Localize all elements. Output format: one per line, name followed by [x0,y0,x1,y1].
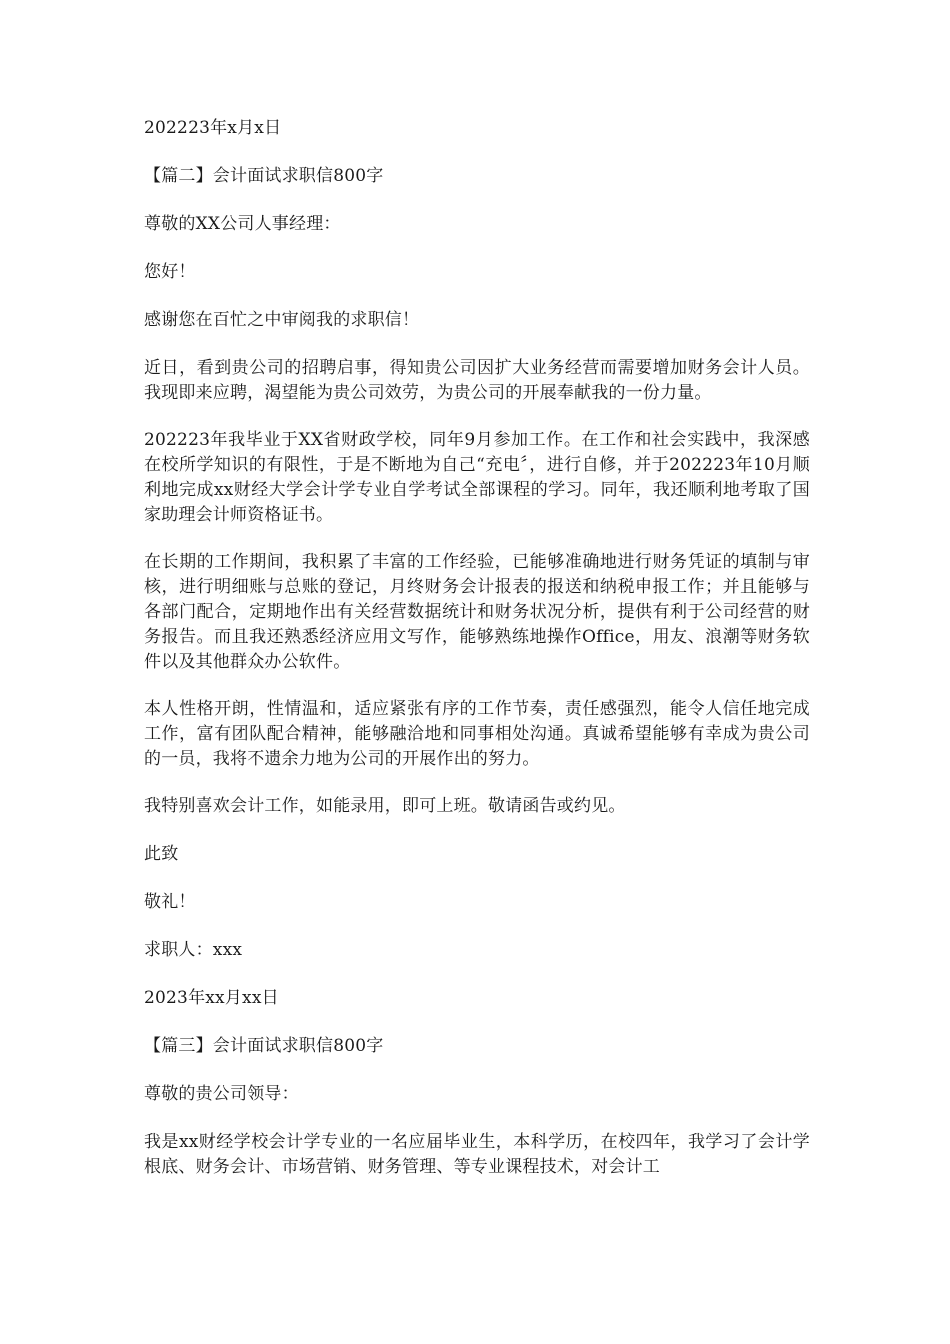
date-line: 202223年x月x日 [144,118,282,138]
greeting: 您好！ [144,262,196,282]
salutation: 尊敬的贵公司领导： [144,1084,299,1104]
section-heading-3: 【篇三】会计面试求职信800字 [144,1036,384,1056]
body-paragraph: 在长期的工作期间，我积累了丰富的工作经验，已能够准确地进行财务凭证的填制与审核，进行明细账与总账的登记，月终财务会计报表的报送和纳税申报工作；并且能够与各部门配合，定期地作出有关经营数据统计和财务状况分析，提供有利于公司经营的财务报告。而且我还熟悉经济应用文写作，能够熟练地操作Office，用友、浪潮等财务软件以及其他群众办公软件。 [144,552,810,672]
body-paragraph: 近日，看到贵公司的招聘启事，得知贵公司因扩大业务经营而需要增加财务会计人员。我现即来应聘，渴望能为贵公司效劳，为贵公司的开展奉献我的一份力量。 [144,358,810,403]
salutation: 尊敬的XX公司人事经理： [144,214,341,234]
body-paragraph: 202223年我毕业于XX省财政学校，同年9月参加工作。在工作和社会实践中，我深感在校所学知识的有限性，于是不断地为自己“充电〞，进行自修，并于202223年10月顺利地完成xx财经大学会计学专业自学考试全部课程的学习。同年，我还顺利地考取了国家助理会计师资格证书。 [144,430,810,525]
closing-line: 此致 [144,844,179,864]
thanks-line: 感谢您在百忙之中审阅我的求职信！ [144,310,420,330]
date-line: 2023年xx月xx日 [144,988,279,1008]
body-paragraph: 本人性格开朗，性情温和，适应紧张有序的工作节奏，责任感强烈，能令人信任地完成工作，富有团队配合精神，能够融洽地和同事相处沟通。真诚希望能够有幸成为贵公司的一员，我将不遗余力地为公司的开展作出的努力。 [144,699,810,769]
signature-line: 求职人：xxx [144,940,243,960]
body-paragraph: 我是xx财经学校会计学专业的一名应届毕业生，本科学历，在校四年，我学习了会计学根底、财务会计、市场营销、财务管理、等专业课程技术，对会计工 [144,1132,810,1177]
body-paragraph: 我特别喜欢会计工作，如能录用，即可上班。敬请函告或约见。 [144,796,626,816]
section-heading-2: 【篇二】会计面试求职信800字 [144,166,384,186]
closing-salute: 敬礼！ [144,892,196,912]
document-page [144,116,810,1202]
